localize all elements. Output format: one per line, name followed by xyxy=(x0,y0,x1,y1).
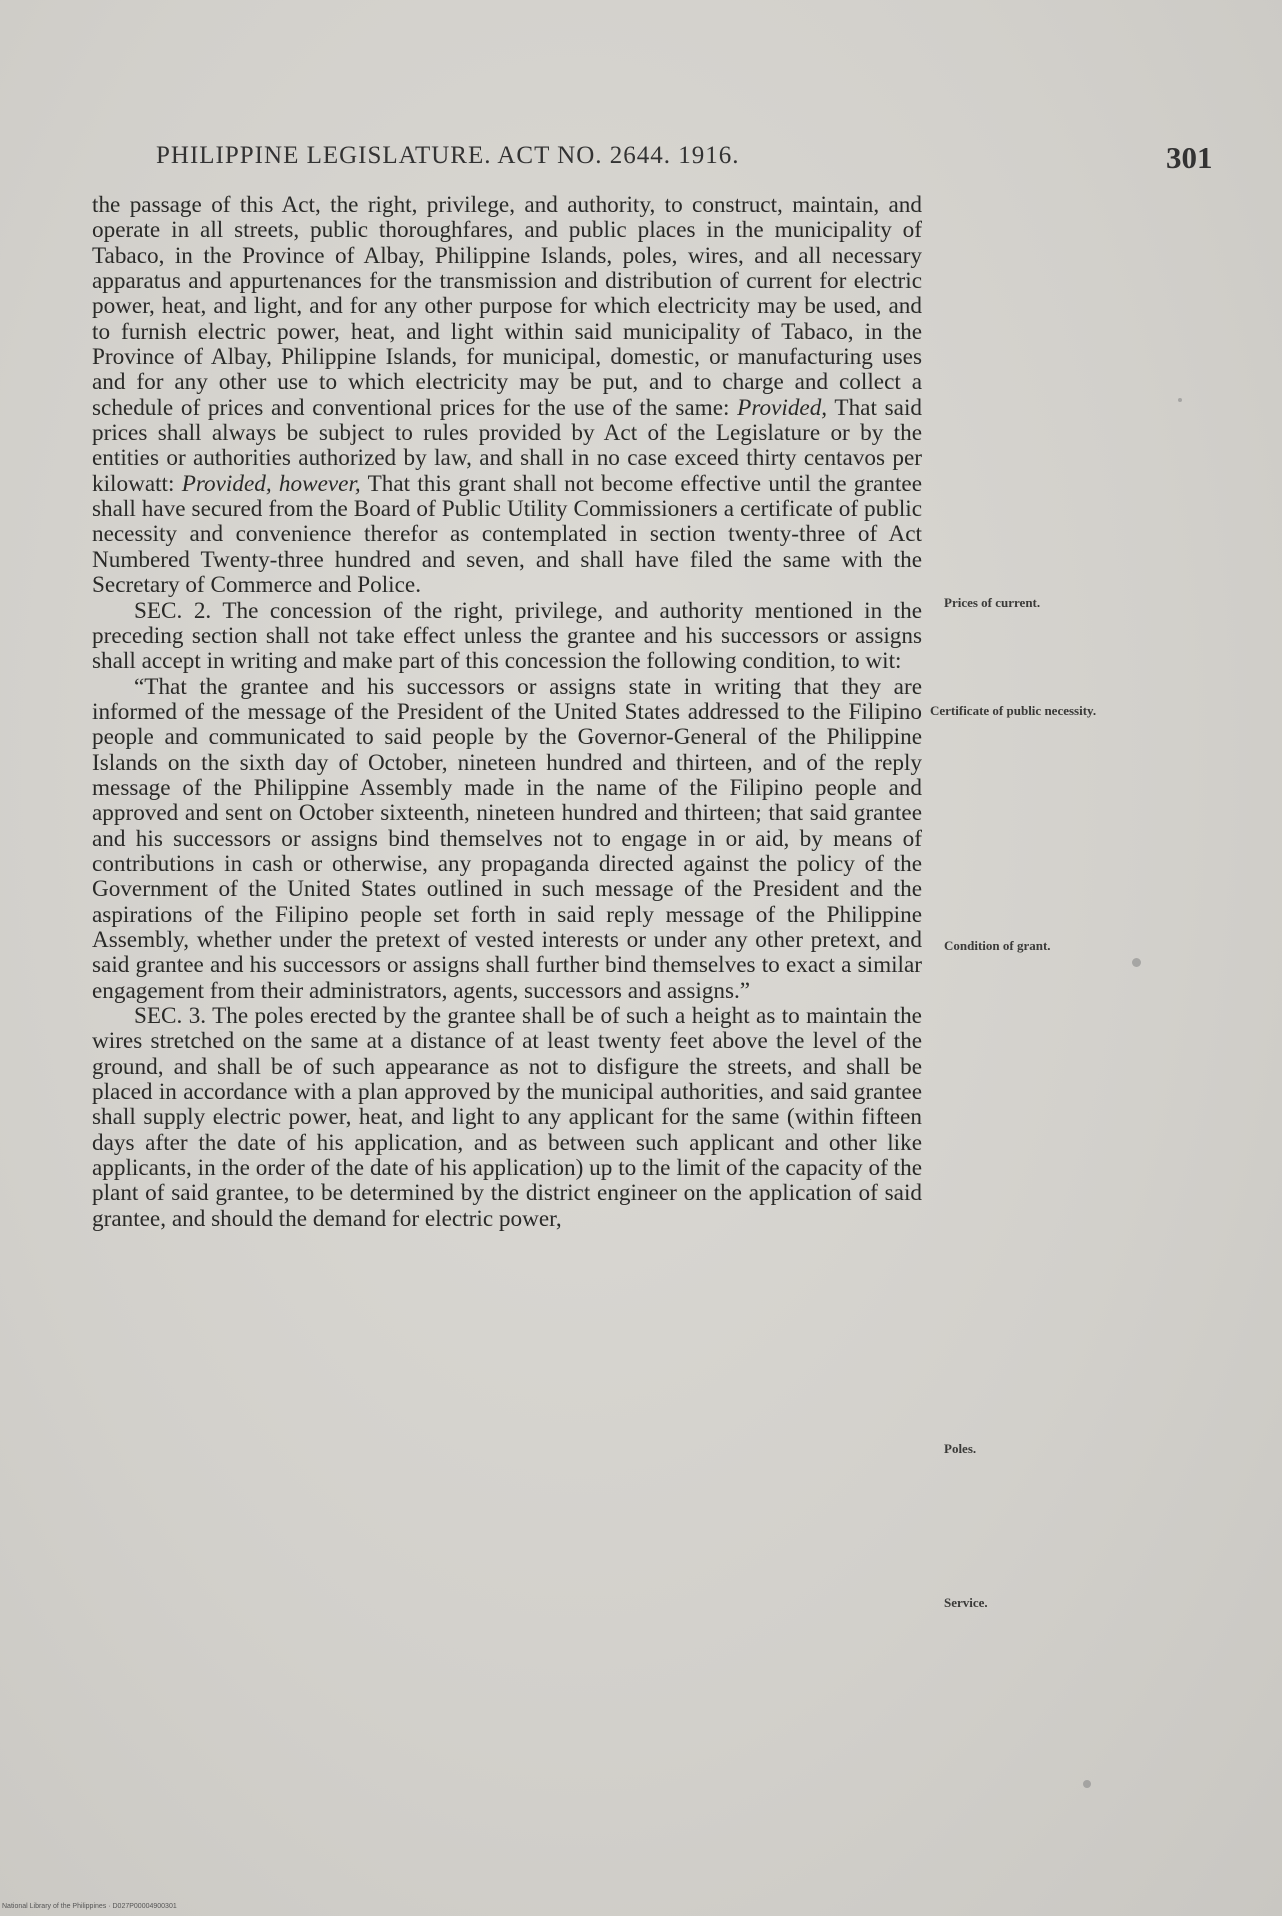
margin-note-prices: Prices of current. xyxy=(944,595,1041,610)
proviso-2: Provided, however, xyxy=(181,470,361,497)
sec2-text: The concession of the right, privilege, and authority mentioned in the preceding section shall not take effect unless the grantee and his successors or assigns shall accept in writing and make part of this concession the following condition, to wit: xyxy=(92,597,922,675)
sec3-text: The poles erected by the grantee shall be of such a height as to maintain the wires stretched on the same at a distance of at least twenty feet above the level of the ground, and shall be of such appearance as not to disfigure the streets, and shall be placed in accordance with a plan approved by the municipal authorities, and said grantee shall supply electric power, heat, and light to any applicant for the same (within fifteen days after the date of his application, and as between such applicant and other like applicants, in the order of the date of his application) up to the limit of the capacity of the plant of said grantee, to be determined by the district engineer on the application of said grantee, and should the demand for electric power, xyxy=(92,1003,922,1232)
paragraph-sec1-continuation xyxy=(92,193,922,599)
margin-note-service: Service. xyxy=(944,1595,988,1610)
paragraph-sec2 xyxy=(92,599,922,675)
paper-speck xyxy=(1083,1780,1091,1788)
margin-note-certificate: Certificate of public necessity. xyxy=(930,703,1097,718)
proviso-1: Provided, xyxy=(737,394,828,421)
condition-quote-text: “That the grantee and his successors or assigns state in writing that they are informed of the message of the President of the United States addressed to the Filipino people and communicated to said people by the Governor-General of the Philippine Islands on the sixth day of October, nineteen hundred and thirteen, and of the reply message of the Philippine Assembly made in the name of the Filipino people and approved and sent on October sixteenth, nineteen hundred and thirteen; that said grantee and his successors or assigns bind themselves not to engage in or aid, by means of contributions in cash or otherwise, any propaganda directed against the policy of the Government of the United States outlined in such message of the President and the aspirations of the Filipino people set forth in said reply message of the Philippine Assembly, whether under the pretext of vested interests or under any other pretext, and said grantee and his successors or assigns shall further bind themselves to exact a similar engagement from their administrators, agents, successors and assigns.” xyxy=(92,673,922,1004)
sec1-text-a: the passage of this Act, the right, privilege, and authority, to construct, maintain, and operate in all streets, public thoroughfares, and public places in the municipality of Tabaco, in the Province of Albay, Philippine Islands, poles, wires, and all necessary apparatus and appurtenances for the transmission and distribution of current for electric power, heat, and light, and for any other purpose for which electricity may be used, and to furnish electric power, heat, and light within said municipality of Tabaco, in the Province of Albay, Philippine Islands, for municipal, domestic, or manufacturing uses and for any other use to which electricity may be put, and to charge and collect a schedule of prices and conventional prices for the use of the same: xyxy=(92,192,922,421)
sec1-text-b: That said prices shall always be subject to rules provided by Act of the Legislature or by the entities or authorities authorized by law, and shall in no case exceed thirty centavos per kilowatt: xyxy=(92,394,922,497)
sec2-label: SEC. 2. xyxy=(134,597,212,624)
paragraph-condition-quote xyxy=(92,675,922,1004)
sec1-text-c: That this grant shall not become effective until the grantee shall have secured from the Board of Public Utility Commissioners a certificate of public necessity and convenience therefor as contemplated in section twenty-three of Act Numbered Twenty-three hundred and seven, and shall have filed the same with the Secretary of Commerce and Police. xyxy=(92,470,922,599)
margin-note-condition: Condition of grant. xyxy=(944,938,1051,953)
scan-credit: National Library of the Philippines · D027P00004900301 xyxy=(2,1903,177,1910)
running-head: PHILIPPINE LEGISLATURE. ACT NO. 2644. 1916. xyxy=(156,142,740,169)
page-number: 301 xyxy=(1166,140,1213,175)
sec3-label: SEC. 3. xyxy=(134,1003,207,1029)
paragraph-sec3 xyxy=(92,1004,922,1232)
paper-speck xyxy=(1132,958,1141,967)
paper-speck xyxy=(1178,398,1182,402)
margin-note-poles: Poles. xyxy=(944,1441,977,1456)
body-text xyxy=(92,193,922,1232)
